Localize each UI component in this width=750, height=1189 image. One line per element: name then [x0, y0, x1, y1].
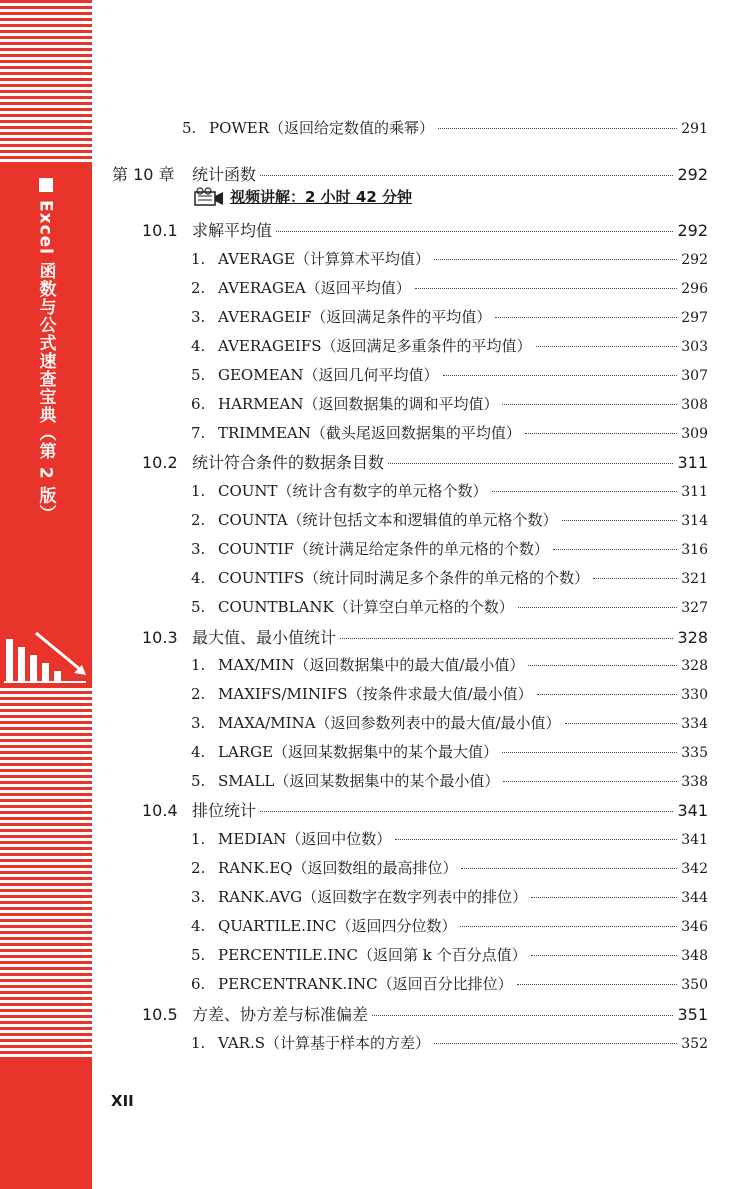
toc-entry[interactable]	[191, 335, 708, 356]
toc-entry[interactable]	[191, 741, 708, 762]
entry-title: LARGE（返回某数据集中的某个最大值）	[218, 743, 499, 761]
entry-page: 314	[681, 513, 708, 529]
entry-title: COUNTIFS（统计同时满足多个条件的单元格的个数）	[218, 569, 590, 587]
dot-leader	[461, 868, 677, 869]
section-number: 10.1	[142, 221, 178, 240]
toc-entry[interactable]	[191, 567, 708, 588]
entry-page: 291	[681, 121, 708, 137]
side-title	[22, 178, 70, 523]
entry-number: 1.	[191, 656, 206, 674]
section-page: 328	[677, 628, 708, 647]
entry-title: MAXA/MINA（返回参数列表中的最大值/最小值）	[218, 714, 561, 732]
toc-entry[interactable]	[191, 973, 708, 994]
chapter-heading[interactable]	[112, 162, 708, 185]
stripe-pattern-top	[0, 0, 92, 165]
entry-page: 342	[681, 861, 708, 877]
entry-number: 6.	[191, 975, 206, 993]
section-page: 311	[677, 453, 708, 472]
toc-entry[interactable]	[191, 712, 708, 733]
dot-leader	[528, 665, 677, 666]
entry-page: 321	[681, 571, 708, 587]
entry-title: PERCENTILE.INC（返回第 k 个百分点值）	[218, 946, 527, 964]
entry-page: 308	[681, 397, 708, 413]
dot-leader	[562, 520, 678, 521]
toc-entry[interactable]	[191, 364, 708, 385]
entry-page: 346	[681, 919, 708, 935]
dot-leader	[537, 694, 678, 695]
dot-leader	[460, 926, 677, 927]
dot-leader	[372, 1015, 673, 1016]
section-heading[interactable]	[142, 1002, 708, 1025]
toc-entry[interactable]	[191, 306, 708, 327]
toc-entry[interactable]	[191, 857, 708, 878]
entry-title: MAX/MIN（返回数据集中的最大值/最小值）	[218, 656, 525, 674]
square-icon	[39, 178, 53, 192]
dot-leader	[395, 839, 677, 840]
entry-title: SMALL（返回某数据集中的某个最小值）	[218, 772, 500, 790]
entry-title: QUARTILE.INC（返回四分位数）	[218, 917, 457, 935]
entry-number: 1.	[191, 830, 206, 848]
dot-leader	[434, 259, 677, 260]
section-title: 求解平均值	[192, 221, 273, 240]
section-page: 341	[677, 801, 708, 820]
dot-leader	[525, 433, 677, 434]
entry-title: RANK.AVG（返回数字在数字列表中的排位）	[218, 888, 528, 906]
dot-leader	[438, 128, 677, 129]
entry-page: 316	[681, 542, 708, 558]
section-heading[interactable]	[142, 450, 708, 473]
dot-leader	[340, 638, 673, 639]
video-note	[194, 186, 412, 207]
entry-page: 348	[681, 948, 708, 964]
entry-page: 328	[681, 658, 708, 674]
section-number: 10.3	[142, 628, 178, 647]
entry-page: 344	[681, 890, 708, 906]
entry-page: 352	[681, 1036, 708, 1052]
toc-entry[interactable]	[191, 683, 708, 704]
entry-title: COUNTA（统计包括文本和逻辑值的单元格个数）	[218, 511, 558, 529]
dot-leader	[502, 404, 677, 405]
entry-title: AVERAGEIF（返回满足条件的平均值）	[218, 308, 492, 326]
chapter-label: 第 10 章	[112, 165, 175, 184]
chapter-title: 统计函数	[192, 165, 257, 184]
entry-number: 5.	[191, 366, 206, 384]
book-title: Excel 函数与公式速查宝典（第 2 版）	[35, 200, 56, 523]
dot-leader	[531, 955, 678, 956]
entry-number: 5.	[191, 598, 206, 616]
toc-entry[interactable]	[191, 770, 708, 791]
dot-leader	[260, 175, 673, 176]
toc-entry[interactable]	[191, 509, 708, 530]
toc-entry[interactable]	[191, 828, 708, 849]
section-heading[interactable]	[142, 218, 708, 241]
entry-title: PERCENTRANK.INC（返回百分比排位）	[218, 975, 513, 993]
entry-page: 327	[681, 600, 708, 616]
entry-number: 3.	[191, 714, 206, 732]
toc-entry[interactable]	[191, 248, 708, 269]
toc-entry[interactable]	[182, 117, 708, 138]
dot-leader	[536, 346, 678, 347]
entry-number: 5.	[191, 772, 206, 790]
section-title: 排位统计	[192, 801, 257, 820]
dot-leader	[443, 375, 678, 376]
entry-number: 2.	[191, 511, 206, 529]
dot-leader	[553, 549, 677, 550]
bar-chart-icon	[0, 625, 92, 685]
entry-number: 4.	[191, 743, 206, 761]
toc-entry[interactable]	[191, 277, 708, 298]
entry-title: VAR.S（计算基于样本的方差）	[218, 1034, 430, 1052]
entry-number: 4.	[191, 337, 206, 355]
entry-page: 303	[681, 339, 708, 355]
dot-leader	[495, 317, 677, 318]
entry-number: 3.	[191, 888, 206, 906]
dot-leader	[388, 463, 673, 464]
entry-page: 330	[681, 687, 708, 703]
dot-leader	[517, 984, 678, 985]
entry-page: 292	[681, 252, 708, 268]
entry-page: 341	[681, 832, 708, 848]
dot-leader	[531, 897, 677, 898]
toc-entry[interactable]	[191, 596, 708, 617]
chapter-page: 292	[677, 165, 708, 184]
entry-title: MEDIAN（返回中位数）	[218, 830, 392, 848]
toc-entry[interactable]	[191, 422, 708, 443]
dot-leader	[434, 1043, 677, 1044]
entry-number: 7.	[191, 424, 206, 442]
toc-entry[interactable]	[191, 654, 708, 675]
entry-title: AVERAGEIFS（返回满足多重条件的平均值）	[218, 337, 532, 355]
side-band	[0, 0, 92, 1189]
entry-number: 2.	[191, 279, 206, 297]
video-duration: 视频讲解：2 小时 42 分钟	[230, 188, 412, 206]
entry-number: 2.	[191, 859, 206, 877]
entry-title: AVERAGE（计算算术平均值）	[218, 250, 430, 268]
section-heading[interactable]	[142, 625, 708, 648]
dot-leader	[503, 781, 677, 782]
section-page: 351	[677, 1005, 708, 1024]
entry-page: 311	[681, 484, 708, 500]
entry-title: COUNTIF（统计满足给定条件的单元格的个数）	[218, 540, 549, 558]
dot-leader	[593, 578, 677, 579]
entry-page: 335	[681, 745, 708, 761]
toc-entry[interactable]	[191, 393, 708, 414]
entry-title: COUNT（统计含有数字的单元格个数）	[218, 482, 488, 500]
entry-page: 334	[681, 716, 708, 732]
section-title: 统计符合条件的数据条目数	[192, 453, 385, 472]
entry-number: 6.	[191, 395, 206, 413]
stripe-pattern-bottom	[0, 685, 92, 1060]
entry-page: 350	[681, 977, 708, 993]
entry-number: 4.	[191, 917, 206, 935]
dot-leader	[518, 607, 678, 608]
entry-title: TRIMMEAN（截头尾返回数据集的平均值）	[218, 424, 521, 442]
section-page: 292	[677, 221, 708, 240]
entry-page: 296	[681, 281, 708, 297]
dot-leader	[492, 491, 678, 492]
entry-number: 3.	[191, 540, 206, 558]
dot-leader	[502, 752, 677, 753]
section-title: 方差、协方差与标准偏差	[192, 1005, 369, 1024]
entry-number: 1.	[191, 250, 206, 268]
toc-entry[interactable]	[191, 944, 708, 965]
entry-number: 5.	[182, 119, 197, 137]
entry-title: RANK.EQ（返回数组的最高排位）	[218, 859, 458, 877]
toc-entry[interactable]	[191, 1032, 708, 1053]
entry-number: 4.	[191, 569, 206, 587]
toc-entry[interactable]	[191, 886, 708, 907]
section-number: 10.5	[142, 1005, 178, 1024]
entry-number: 2.	[191, 685, 206, 703]
toc-entry[interactable]	[191, 538, 708, 559]
entry-number: 1.	[191, 1034, 206, 1052]
entry-number: 3.	[191, 308, 206, 326]
entry-page: 309	[681, 426, 708, 442]
entry-number: 5.	[191, 946, 206, 964]
toc-entry[interactable]	[191, 480, 708, 501]
section-number: 10.2	[142, 453, 178, 472]
dot-leader	[565, 723, 678, 724]
video-camera-icon	[194, 187, 224, 207]
side-footer-panel	[0, 1060, 92, 1189]
dot-leader	[276, 231, 673, 232]
section-heading[interactable]	[142, 798, 708, 821]
section-title: 最大值、最小值统计	[192, 628, 337, 647]
section-number: 10.4	[142, 801, 178, 820]
dot-leader	[415, 288, 678, 289]
entry-title: GEOMEAN（返回几何平均值）	[218, 366, 439, 384]
entry-title: HARMEAN（返回数据集的调和平均值）	[218, 395, 499, 413]
entry-title: COUNTBLANK（计算空白单元格的个数）	[218, 598, 514, 616]
entry-page: 307	[681, 368, 708, 384]
toc-entry[interactable]	[191, 915, 708, 936]
entry-number: 1.	[191, 482, 206, 500]
entry-title: POWER（返回给定数值的乘幂）	[209, 119, 435, 137]
entry-title: AVERAGEA（返回平均值）	[218, 279, 411, 297]
entry-page: 297	[681, 310, 708, 326]
entry-page: 338	[681, 774, 708, 790]
dot-leader	[260, 811, 673, 812]
page-number: XII	[111, 1092, 134, 1110]
entry-title: MAXIFS/MINIFS（按条件求最大值/最小值）	[218, 685, 533, 703]
